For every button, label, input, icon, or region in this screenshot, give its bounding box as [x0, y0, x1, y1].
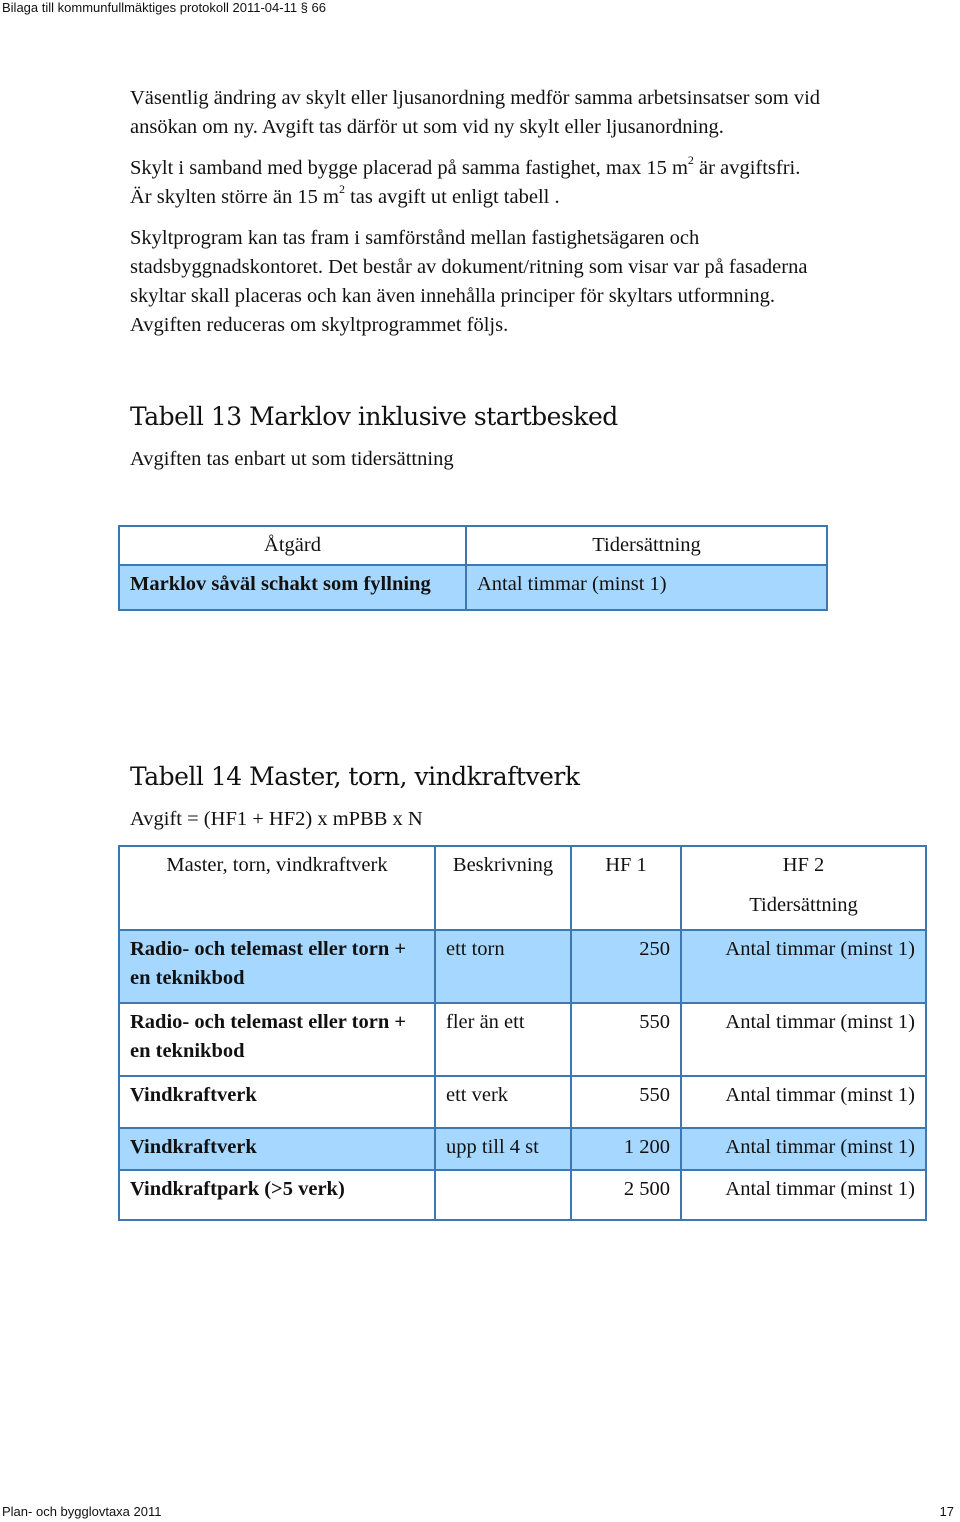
- table-row: [119, 930, 926, 1003]
- table-14-formula: Avgift = (HF1 + HF2) x mPBB x N: [130, 808, 423, 830]
- page-header: Bilaga till kommunfullmäktiges protokoll 2011-04-11 § 66: [2, 0, 326, 15]
- table-cell: upp till 4 st: [435, 1128, 571, 1170]
- table-cell: Vindkraftverk: [119, 1128, 435, 1170]
- table-cell: 2 500: [571, 1170, 681, 1220]
- column-header-master: Master, torn, vindkraftverk: [119, 846, 435, 930]
- page-number: 17: [939, 1504, 954, 1519]
- table-cell: Radio- och telemast eller torn + en teknikbod: [119, 930, 435, 1003]
- table-cell: Radio- och telemast eller torn + en teknikbod: [119, 1003, 435, 1076]
- table-cell: ett torn: [435, 930, 571, 1003]
- table-cell: Antal timmar (minst 1): [681, 930, 926, 1003]
- table-cell: 550: [571, 1076, 681, 1128]
- table-13: [118, 525, 828, 611]
- table-cell: Antal timmar (minst 1): [681, 1003, 926, 1076]
- column-header-tidersattning: Tidersättning: [466, 526, 827, 565]
- table-row: [119, 1076, 926, 1128]
- paragraph-3-line-3: skyltar skall placeras och kan även innehålla principer för skyltars utformning.: [130, 285, 775, 307]
- column-header-hf2: HF 2 Tidersättning: [681, 846, 926, 930]
- paragraph-3-line-2: stadsbyggnadskontoret. Det består av dokument/ritning som visar var på fasaderna: [130, 256, 808, 278]
- paragraph-3-line-1: Skyltprogram kan tas fram i samförstånd mellan fastighetsägaren och: [130, 227, 700, 249]
- paragraph-2-line-1: Skylt i samband med bygge placerad på samma fastighet, max 15 $m^2$ är avgiftsfri.: [130, 153, 801, 179]
- paragraph-1-line-2: ansökan om ny. Avgift tas därför ut som vid ny skylt eller ljusanordning.: [130, 116, 724, 138]
- intro-text: [130, 84, 930, 340]
- table-14-title: Tabell 14 Master, torn, vindkraftverk: [130, 762, 580, 791]
- footer-title: Plan- och bygglovtaxa 2011: [2, 1504, 162, 1519]
- column-header-atgard: Åtgärd: [119, 526, 466, 565]
- table-14: [118, 845, 927, 1221]
- table-cell: Antal timmar (minst 1): [681, 1128, 926, 1170]
- table-cell: [435, 1170, 571, 1220]
- table-row: [119, 846, 926, 930]
- table-cell: Antal timmar (minst 1): [681, 1076, 926, 1128]
- table-13-title: Tabell 13 Marklov inklusive startbesked: [130, 402, 618, 431]
- table-cell: 550: [571, 1003, 681, 1076]
- table-cell: Antal timmar (minst 1): [466, 565, 827, 610]
- table-13-subtitle: Avgiften tas enbart ut som tidersättning: [130, 448, 454, 470]
- table-cell: 250: [571, 930, 681, 1003]
- paragraph-3-line-4: Avgiften reduceras om skyltprogrammet följs.: [130, 314, 509, 336]
- table-row: [119, 565, 827, 610]
- table-row: [119, 1170, 926, 1220]
- table-row: [119, 526, 827, 565]
- table-cell: Vindkraftpark (>5 verk): [119, 1170, 435, 1220]
- table-cell: 1 200: [571, 1128, 681, 1170]
- paragraph-1-line-1: Väsentlig ändring av skylt eller ljusanordning medför samma arbetsinsatser som vid: [130, 87, 821, 109]
- table-row: [119, 1128, 926, 1170]
- page-footer: [0, 1504, 960, 1522]
- column-header-hf1: HF 1: [571, 846, 681, 930]
- table-cell: ett verk: [435, 1076, 571, 1128]
- paragraph-2-line-2: Är skylten större än 15 $m^2$ tas avgift ut enligt tabell .: [130, 182, 560, 208]
- table-cell: Vindkraftverk: [119, 1076, 435, 1128]
- table-row: [119, 1003, 926, 1076]
- table-cell: fler än ett: [435, 1003, 571, 1076]
- column-header-beskrivning: Beskrivning: [435, 846, 571, 930]
- table-cell: Marklov såväl schakt som fyllning: [119, 565, 466, 610]
- table-cell: Antal timmar (minst 1): [681, 1170, 926, 1220]
